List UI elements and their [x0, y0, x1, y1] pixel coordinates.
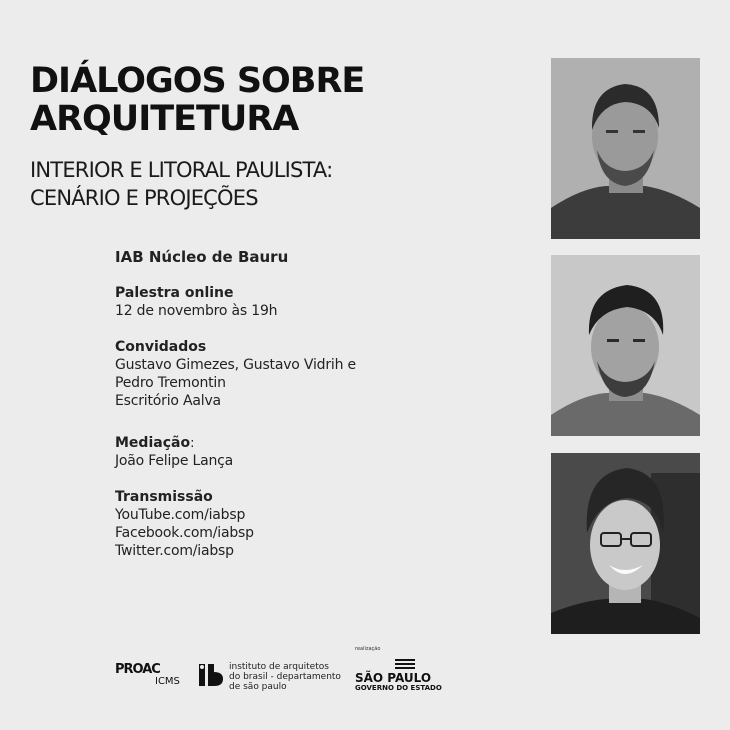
iab-line-2: do brasil - departamento: [229, 672, 341, 682]
subtitle-line-2: CENÁRIO E PROJEÇÕES: [30, 186, 258, 210]
sao-paulo-logo: [355, 646, 442, 692]
guests-line-3: Escritório Aalva: [115, 393, 221, 409]
guests-line-1: Gustavo Gimezes, Gustavo Vidrih e: [115, 357, 356, 373]
title-line-1: DIÁLOGOS SOBRE: [30, 61, 365, 101]
mediation-name: João Felipe Lança: [115, 453, 234, 469]
guest-photo-2: [551, 255, 700, 436]
sponsor-logos: [115, 640, 455, 700]
guests-block: [115, 338, 415, 410]
proac-logo: PROAC: [115, 662, 160, 677]
event-info: [115, 248, 415, 578]
guests-heading: Convidados: [115, 339, 207, 355]
sp-name: SÃO PAULO: [355, 671, 432, 685]
subtitle-line-1: INTERIOR E LITORAL PAULISTA:: [30, 158, 333, 182]
sp-flag-icon: [395, 659, 415, 671]
youtube-link[interactable]: YouTube.com/iabsp: [115, 507, 246, 523]
iab-logo-icon: [197, 662, 223, 688]
realizacao-label: realização: [355, 646, 381, 652]
lecture-heading: Palestra online: [115, 285, 234, 301]
mediation-heading: Mediação: [115, 435, 191, 451]
twitter-link[interactable]: Twitter.com/iabsp: [115, 543, 234, 559]
event-title: [30, 62, 364, 138]
broadcast-block: [115, 488, 415, 560]
lecture-date: 12 de novembro às 19h: [115, 303, 278, 319]
organizer: IAB Núcleo de Bauru: [115, 248, 289, 266]
lecture-block: [115, 284, 415, 320]
event-subtitle: [30, 156, 332, 212]
iab-line-1: instituto de arquitetos: [229, 662, 329, 672]
iab-line-3: de são paulo: [229, 682, 287, 692]
mediation-colon: :: [190, 436, 195, 451]
icms-label: ICMS: [155, 676, 180, 687]
guest-photo-1: [551, 58, 700, 239]
facebook-link[interactable]: Facebook.com/iabsp: [115, 525, 254, 541]
guests-line-2: Pedro Tremontin: [115, 375, 226, 391]
iab-text: [229, 662, 341, 692]
guest-photo-3: [551, 453, 700, 634]
mediation-block: [115, 434, 415, 470]
title-line-2: ARQUITETURA: [30, 99, 299, 139]
sp-gov: GOVERNO DO ESTADO: [355, 684, 442, 692]
broadcast-heading: Transmissão: [115, 489, 213, 505]
